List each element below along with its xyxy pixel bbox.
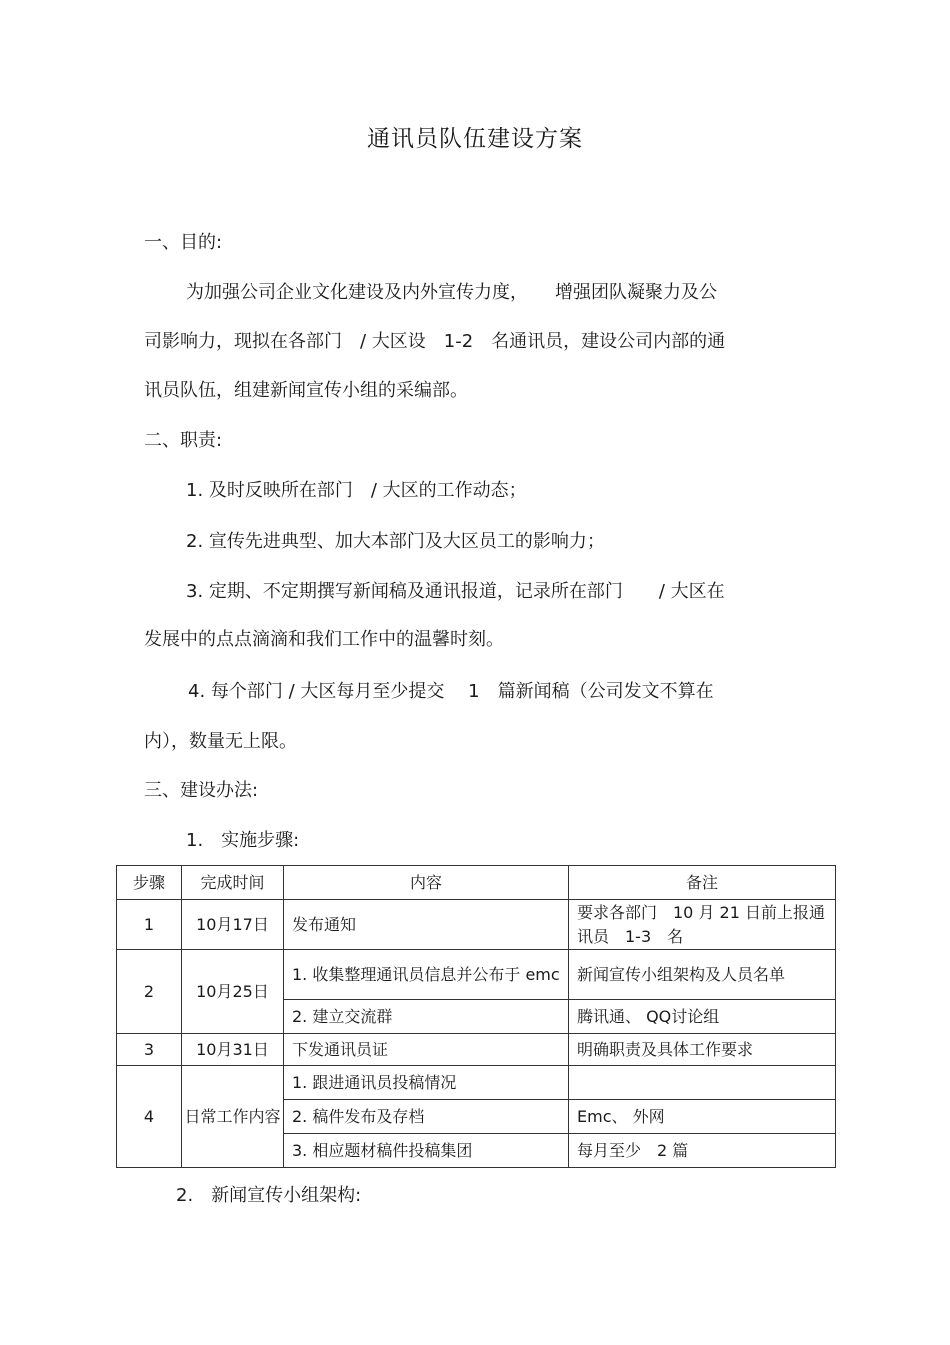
duty-item-3-cont: 发展中的点点滴滴和我们工作中的温馨时刻。: [144, 629, 504, 650]
paragraph-line: 讯员队伍，组建新闻宣传小组的采编部。: [144, 380, 468, 401]
content-cell: 2. 建立交流群: [284, 1000, 569, 1034]
header-note: 备注: [569, 866, 836, 900]
content-cell: 1. 收集整理通讯员信息并公布于 emc: [284, 950, 569, 1000]
paragraph-line: 司影响力，现拟在各部门 / 大区设 1-2 名通讯员，建设公司内部的通: [144, 331, 726, 352]
step-cell: 2: [117, 950, 182, 1034]
header-step: 步骤: [117, 866, 182, 900]
table-row: [117, 1034, 836, 1066]
header-time: 完成时间: [182, 866, 284, 900]
content-cell: 2. 稿件发布及存档: [284, 1100, 569, 1134]
document-title: 通讯员队伍建设方案: [367, 126, 583, 152]
content-cell: 3. 相应题材稿件投稿集团: [284, 1134, 569, 1168]
duty-item-3: 3. 定期、不定期撰写新闻稿及通讯报道，记录所在部门 / 大区在: [186, 581, 725, 602]
table-row: [117, 1066, 836, 1100]
implementation-steps-table: [116, 865, 836, 1168]
section-2-heading: 二、职责:: [144, 430, 223, 451]
note-cell: [569, 1066, 836, 1100]
subheading-structure: 2. 新闻宣传小组架构:: [176, 1185, 362, 1206]
subheading-steps: 1. 实施步骤:: [186, 830, 300, 851]
note-cell: 新闻宣传小组架构及人员名单: [569, 950, 836, 1000]
note-cell: 每月至少 2 篇: [569, 1134, 836, 1168]
time-cell: 10月31日: [182, 1034, 284, 1066]
duty-item-2: 2. 宣传先进典型、加大本部门及大区员工的影响力；: [186, 531, 605, 552]
table-header-row: [117, 866, 836, 900]
content-cell: 发布通知: [284, 900, 569, 950]
table-row: [117, 950, 836, 1000]
note-cell: 腾讯通、 QQ讨论组: [569, 1000, 836, 1034]
note-cell: Emc、 外网: [569, 1100, 836, 1134]
duty-item-4-cont: 内），数量无上限。: [144, 731, 297, 752]
section-3-heading: 三、建设办法:: [144, 780, 259, 801]
content-cell: 1. 跟进通讯员投稿情况: [284, 1066, 569, 1100]
step-cell: 3: [117, 1034, 182, 1066]
paragraph-line: 为加强公司企业文化建设及内外宣传力度， 增强团队凝聚力及公: [186, 282, 717, 303]
duty-item-4: 4. 每个部门 / 大区每月至少提交 1 篇新闻稿（公司发文不算在: [188, 681, 714, 702]
time-cell: 10月17日: [182, 900, 284, 950]
table-row: [117, 900, 836, 950]
section-1-heading: 一、目的:: [144, 232, 223, 253]
step-cell: 4: [117, 1066, 182, 1168]
note-cell: 要求各部门 10 月 21 日前上报通讯员 1-3 名: [569, 900, 836, 950]
header-content: 内容: [284, 866, 569, 900]
time-cell: 10月25日: [182, 950, 284, 1034]
note-cell: 明确职责及具体工作要求: [569, 1034, 836, 1066]
time-cell: 日常工作内容: [182, 1066, 284, 1168]
step-cell: 1: [117, 900, 182, 950]
content-cell: 下发通讯员证: [284, 1034, 569, 1066]
duty-item-1: 1. 及时反映所在部门 / 大区的工作动态；: [186, 480, 527, 501]
